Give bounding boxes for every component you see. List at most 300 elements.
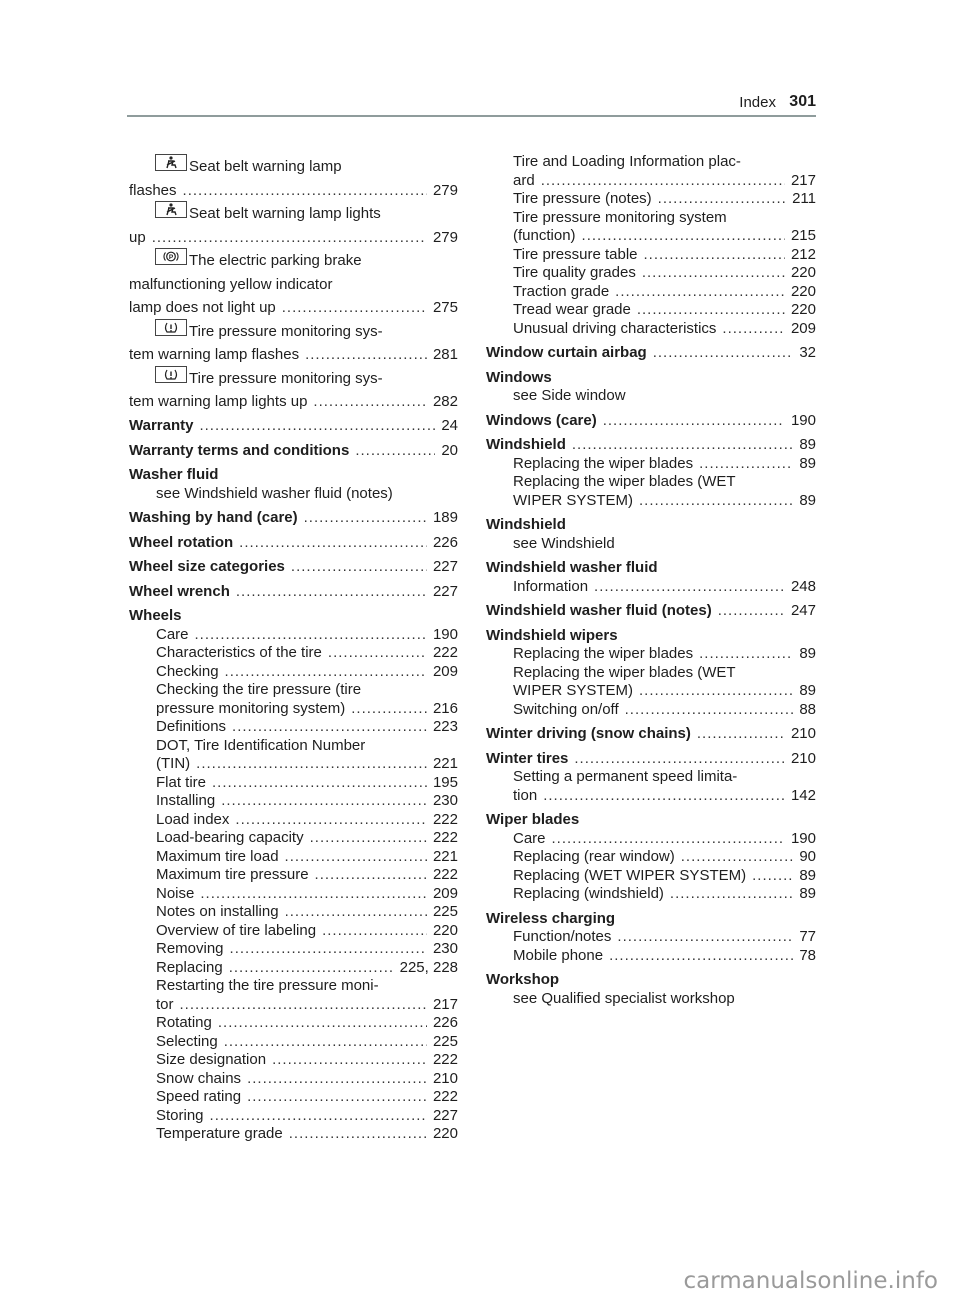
dot-leader — [693, 455, 793, 474]
entry-text: pressure monitoring system) — [156, 699, 346, 717]
index-subentry — [129, 485, 458, 504]
entry-text: Replacing the wiper blades (WET — [513, 473, 736, 490]
index-line — [513, 301, 816, 320]
entry-text: Workshop — [486, 971, 560, 988]
index-line — [486, 811, 816, 830]
index-line — [129, 343, 458, 367]
page-reference[interactable]: 78 — [799, 946, 816, 964]
page-reference[interactable]: 89 — [799, 885, 816, 902]
page-reference[interactable]: 225, 228 — [399, 958, 458, 976]
page-reference[interactable]: 222 — [432, 866, 458, 883]
seatbelt-icon — [155, 201, 187, 218]
page-reference[interactable]: 220 — [790, 301, 816, 318]
index-entry — [129, 558, 458, 577]
index-entry — [486, 602, 816, 621]
index-line — [129, 179, 458, 203]
entry-text: Washing by hand (care) — [129, 509, 298, 526]
index-subentry — [486, 928, 816, 947]
page-reference[interactable]: 220 — [432, 1125, 458, 1142]
entry-text: Windshield washer fluid (notes) — [486, 602, 712, 619]
page-reference[interactable]: 225 — [432, 903, 458, 920]
index-subentry — [129, 829, 458, 848]
page-reference[interactable]: 217 — [790, 171, 816, 189]
index-subentry — [486, 535, 816, 554]
index-subentry — [486, 768, 816, 805]
index-subentry — [129, 1070, 458, 1089]
entry-text: tion — [513, 786, 538, 804]
page-reference[interactable]: 89 — [799, 454, 816, 472]
index-line — [513, 867, 816, 886]
index-subentry — [129, 1088, 458, 1107]
index-entry — [486, 750, 816, 806]
index-entry — [486, 516, 816, 553]
index-line — [156, 1070, 458, 1089]
page-reference[interactable]: 217 — [432, 995, 458, 1013]
entry-text: (function) — [513, 227, 576, 244]
index-subentry — [486, 473, 816, 510]
page-reference[interactable]: 282 — [432, 393, 458, 410]
dot-leader — [322, 644, 427, 663]
index-subentry — [129, 1125, 458, 1144]
entry-text: Tire pressure (notes) — [513, 190, 652, 207]
index-subentry — [129, 626, 458, 645]
index-subentry — [129, 774, 458, 793]
page-reference[interactable]: 225 — [432, 1032, 458, 1050]
index-subentry — [129, 1107, 458, 1126]
index-line — [156, 940, 458, 959]
index-subentry — [486, 246, 816, 265]
index-line — [513, 492, 816, 511]
dot-leader — [588, 578, 785, 597]
header-section-title: Index — [739, 94, 776, 111]
dot-leader — [609, 283, 785, 302]
entry-text: Wireless charging — [486, 909, 616, 927]
dot-leader — [285, 558, 427, 577]
entry-text: Removing — [156, 940, 224, 957]
dot-leader — [146, 226, 427, 250]
dot-leader — [276, 296, 427, 320]
index-line — [129, 466, 458, 485]
entry-text: Characteristics of the tire — [156, 644, 322, 661]
seatbelt-icon — [155, 154, 187, 171]
entry-text: Winter driving (snow chains) — [486, 725, 691, 742]
index-subentry — [129, 1014, 458, 1033]
entry-text: Checking — [156, 662, 219, 680]
index-line — [513, 283, 816, 302]
entry-text: Temperature grade — [156, 1125, 283, 1142]
watermark: carmanualsonline.info — [683, 1268, 938, 1294]
page-reference[interactable]: 216 — [432, 699, 458, 717]
index-line — [129, 226, 458, 250]
index-entry — [486, 153, 816, 338]
index-line — [156, 755, 458, 774]
index-entry — [486, 971, 816, 1008]
dot-leader — [568, 750, 785, 769]
page-reference[interactable]: 222 — [432, 1051, 458, 1068]
entry-text: Restarting the tire pressure moni- — [156, 977, 379, 994]
entry-text: Selecting — [156, 1032, 218, 1050]
page-reference[interactable]: 279 — [432, 228, 458, 246]
dot-leader — [716, 320, 785, 339]
page-reference[interactable]: 279 — [432, 181, 458, 199]
entry-text: see Windshield washer fluid (notes) — [156, 484, 393, 502]
entry-text: Speed rating — [156, 1088, 242, 1105]
dot-leader — [647, 344, 794, 363]
page-reference[interactable]: 89 — [799, 645, 816, 662]
dot-leader — [229, 811, 427, 830]
index-subentry — [129, 1051, 458, 1070]
index-subentry — [486, 301, 816, 320]
entry-text: Overview of tire labeling — [156, 921, 317, 939]
index-line — [156, 792, 458, 811]
index-line — [513, 848, 816, 867]
page-reference[interactable]: 222 — [432, 829, 458, 846]
dot-leader — [219, 663, 427, 682]
page-reference[interactable]: 221 — [432, 847, 458, 865]
page-reference[interactable]: 190 — [432, 625, 458, 643]
icon-entry — [129, 320, 458, 367]
page-reference[interactable]: 221 — [432, 755, 458, 772]
index-line — [513, 768, 816, 787]
dot-leader — [204, 1107, 427, 1126]
index-line — [513, 701, 816, 720]
page-reference[interactable]: 190 — [790, 829, 816, 847]
page-reference[interactable]: 190 — [790, 411, 816, 429]
dot-leader — [316, 922, 427, 941]
entry-text: Warranty — [129, 417, 194, 434]
index-line — [156, 977, 458, 996]
index-subentry — [129, 903, 458, 922]
page-reference[interactable]: 209 — [432, 884, 458, 902]
index-line — [513, 578, 816, 597]
index-entry — [129, 509, 458, 528]
entry-text: Wiper blades — [486, 811, 580, 828]
index-line — [129, 442, 458, 461]
dot-leader — [309, 866, 427, 885]
page-reference[interactable]: 32 — [799, 344, 816, 361]
entry-text: The electric parking brake — [189, 252, 362, 269]
entry-text: lamp does not light up — [129, 299, 276, 316]
page-reference[interactable]: 222 — [432, 810, 458, 828]
page-reference[interactable]: 89 — [799, 436, 816, 453]
page-reference[interactable]: 222 — [432, 644, 458, 661]
page-reference[interactable]: 223 — [432, 718, 458, 735]
page-reference[interactable]: 220 — [790, 282, 816, 300]
page-reference[interactable]: 189 — [432, 509, 458, 526]
dot-leader — [241, 1088, 427, 1107]
dot-leader — [633, 682, 793, 701]
page-reference[interactable]: 195 — [432, 773, 458, 791]
index-line — [129, 202, 458, 226]
index-subentry — [486, 283, 816, 302]
index-entry — [486, 436, 816, 510]
dot-leader — [215, 792, 427, 811]
page-reference[interactable]: 226 — [432, 1014, 458, 1031]
index-entry — [486, 344, 816, 363]
index-line — [513, 227, 816, 246]
dot-leader — [537, 787, 785, 806]
index-subentry — [486, 848, 816, 867]
left-entries — [129, 417, 458, 1144]
page-reference[interactable]: 220 — [432, 921, 458, 939]
entry-text: flashes — [129, 181, 177, 199]
page-reference[interactable]: 247 — [790, 602, 816, 619]
index-line — [486, 627, 816, 646]
index-line — [513, 787, 816, 806]
index-entry — [486, 910, 816, 966]
entry-text: Maximum tire pressure — [156, 866, 309, 883]
index-line — [156, 885, 458, 904]
index-line — [513, 473, 816, 492]
dot-leader — [345, 700, 427, 719]
tire-pressure-icon — [155, 319, 187, 336]
index-subentry — [129, 922, 458, 941]
page-reference[interactable]: 230 — [432, 792, 458, 809]
index-line — [513, 209, 816, 228]
page-reference[interactable]: 226 — [432, 533, 458, 551]
tire-pressure-icon — [155, 366, 187, 383]
entry-text: see Side window — [513, 387, 626, 404]
page-reference[interactable]: 209 — [790, 319, 816, 337]
entry-text: tor — [156, 995, 174, 1013]
dot-leader — [664, 885, 793, 904]
entry-text: Load-bearing capacity — [156, 829, 304, 846]
index-line — [513, 172, 816, 191]
index-subentry — [129, 811, 458, 830]
dot-leader — [638, 246, 785, 265]
index-line — [156, 663, 458, 682]
dot-leader — [279, 848, 427, 867]
page-reference[interactable]: 142 — [790, 786, 816, 804]
entry-text: Function/notes — [513, 928, 612, 945]
entry-text: Tire and Loading Information plac- — [513, 153, 741, 170]
index-line — [486, 559, 816, 578]
entry-text: Definitions — [156, 718, 227, 735]
dot-leader — [691, 725, 785, 744]
entry-text: Storing — [156, 1106, 204, 1124]
index-subentry — [486, 455, 816, 474]
page-reference[interactable]: 230 — [432, 940, 458, 957]
index-line — [129, 558, 458, 577]
index-line — [513, 645, 816, 664]
index-line — [486, 412, 816, 431]
index-line — [129, 273, 458, 297]
entry-text: WIPER SYSTEM) — [513, 491, 634, 509]
page-reference[interactable]: 88 — [799, 700, 816, 718]
dot-leader — [283, 1125, 427, 1144]
page-reference[interactable]: 90 — [799, 848, 816, 865]
index-line — [129, 296, 458, 320]
dot-leader — [633, 492, 793, 511]
page-reference[interactable]: 211 — [792, 190, 816, 207]
entry-text: Maximum tire load — [156, 847, 279, 865]
page-reference[interactable]: 24 — [441, 417, 458, 434]
entry-text: Replacing — [156, 958, 223, 976]
index-subentry — [486, 701, 816, 720]
index-subentry — [129, 1033, 458, 1052]
dot-leader — [307, 390, 427, 414]
page-reference[interactable]: 209 — [432, 662, 458, 680]
entry-text: Windshield wipers — [486, 626, 618, 644]
index-entry — [129, 417, 458, 436]
index-line — [486, 344, 816, 363]
index-line — [156, 903, 458, 922]
dot-leader — [304, 829, 427, 848]
index-subentry — [129, 885, 458, 904]
index-line — [156, 718, 458, 737]
index-subentry — [129, 977, 458, 1014]
dot-leader — [206, 774, 427, 793]
index-line — [513, 153, 816, 172]
svg-text:P: P — [168, 254, 174, 261]
entry-text: Windshield washer fluid — [486, 559, 658, 576]
dot-leader — [712, 602, 785, 621]
page-reference[interactable]: 210 — [432, 1069, 458, 1087]
page-reference[interactable]: 275 — [432, 299, 458, 316]
index-subentry — [129, 792, 458, 811]
index-column-left — [129, 155, 458, 1144]
index-subentry — [486, 830, 816, 849]
entry-text: Tire pressure monitoring sys- — [189, 322, 383, 340]
index-line — [513, 455, 816, 474]
index-subentry — [129, 848, 458, 867]
page-reference[interactable]: 210 — [790, 749, 816, 767]
index-line — [156, 922, 458, 941]
entry-text: Noise — [156, 884, 195, 902]
index-line — [513, 682, 816, 701]
dot-leader — [194, 885, 427, 904]
index-line — [486, 369, 816, 388]
icon-entries — [129, 155, 458, 414]
index-line — [513, 190, 816, 209]
entry-text: Tire pressure table — [513, 245, 638, 263]
page-reference[interactable]: 215 — [790, 227, 816, 244]
index-line — [129, 534, 458, 553]
dot-leader — [189, 626, 427, 645]
index-line — [156, 1014, 458, 1033]
entry-text: Seat belt warning lamp — [189, 158, 342, 175]
index-line — [513, 387, 816, 406]
dot-leader — [233, 534, 427, 553]
index-entry — [129, 442, 458, 461]
index-subentry — [486, 209, 816, 246]
dot-leader — [675, 848, 794, 867]
entry-text: Wheel size categories — [129, 558, 285, 575]
index-subentry — [129, 737, 458, 774]
dot-leader — [652, 190, 786, 209]
entry-text: WIPER SYSTEM) — [513, 682, 634, 699]
entry-text: Wheels — [129, 607, 182, 624]
dot-leader — [190, 755, 427, 774]
dot-leader — [241, 1070, 427, 1089]
entry-text: Windshield — [486, 516, 566, 533]
index-line — [486, 516, 816, 535]
index-subentry — [486, 885, 816, 904]
page-reference[interactable]: 89 — [799, 491, 816, 509]
index-line — [513, 320, 816, 339]
page-reference[interactable]: 210 — [790, 725, 816, 742]
entry-text: Washer fluid — [129, 466, 219, 483]
page-reference[interactable]: 227 — [432, 582, 458, 600]
page-reference[interactable]: 212 — [790, 245, 816, 263]
index-line — [513, 246, 816, 265]
dot-leader — [223, 959, 394, 978]
entry-text: Size designation — [156, 1051, 267, 1068]
index-line — [156, 681, 458, 700]
dot-leader — [349, 442, 435, 461]
entry-text: see Windshield — [513, 534, 615, 552]
index-line — [129, 320, 458, 344]
index-line — [513, 264, 816, 283]
page-reference[interactable]: 20 — [441, 441, 458, 459]
index-subentry — [486, 264, 816, 283]
page-reference[interactable]: 227 — [432, 558, 458, 575]
index-line — [129, 249, 458, 273]
index-subentry — [129, 681, 458, 718]
index-entry — [486, 559, 816, 596]
entry-text: (TIN) — [156, 755, 191, 772]
index-line — [486, 436, 816, 455]
index-line — [156, 485, 458, 504]
dot-leader — [631, 301, 785, 320]
index-line — [513, 947, 816, 966]
entry-text: Rotating — [156, 1014, 212, 1031]
dot-leader — [636, 264, 785, 283]
dot-leader — [535, 172, 785, 191]
icon-entry — [129, 202, 458, 249]
dot-leader — [298, 509, 427, 528]
index-column-right — [486, 153, 816, 1008]
entry-text: up — [129, 228, 146, 246]
dot-leader — [619, 701, 794, 720]
index-entry — [129, 466, 458, 503]
page-reference[interactable]: 220 — [790, 264, 816, 281]
dot-leader — [193, 417, 435, 436]
page-reference[interactable]: 77 — [799, 928, 816, 945]
icon-entry — [129, 367, 458, 414]
index-line — [486, 910, 816, 929]
page-reference[interactable]: 89 — [799, 682, 816, 699]
dot-leader — [603, 947, 793, 966]
page-reference[interactable]: 227 — [432, 1106, 458, 1124]
entry-text: Replacing (windshield) — [513, 885, 664, 902]
index-subentry — [486, 190, 816, 209]
page-reference[interactable]: 222 — [432, 1088, 458, 1105]
icon-entry — [129, 249, 458, 320]
parking-brake-icon — [155, 248, 187, 265]
index-subentry — [129, 959, 458, 978]
entry-text: Warranty terms and conditions — [129, 441, 350, 459]
index-line — [513, 990, 816, 1009]
page-reference[interactable]: 248 — [790, 577, 816, 595]
icon-entry — [129, 155, 458, 202]
entry-text: Load index — [156, 810, 230, 828]
page-reference[interactable]: 281 — [432, 346, 458, 363]
dot-leader — [218, 1033, 427, 1052]
entry-text: Wheel rotation — [129, 533, 234, 551]
page-reference[interactable]: 89 — [799, 866, 816, 884]
entry-text: Tire quality grades — [513, 264, 636, 281]
dot-leader — [224, 940, 427, 959]
index-line — [486, 602, 816, 621]
entry-text: Snow chains — [156, 1069, 242, 1087]
entry-text: malfunctioning yellow indicator — [129, 275, 333, 293]
entry-text: Wheel wrench — [129, 582, 230, 600]
index-line — [156, 700, 458, 719]
index-subentry — [129, 866, 458, 885]
index-entry — [486, 412, 816, 431]
entry-text: Tread wear grade — [513, 301, 631, 318]
